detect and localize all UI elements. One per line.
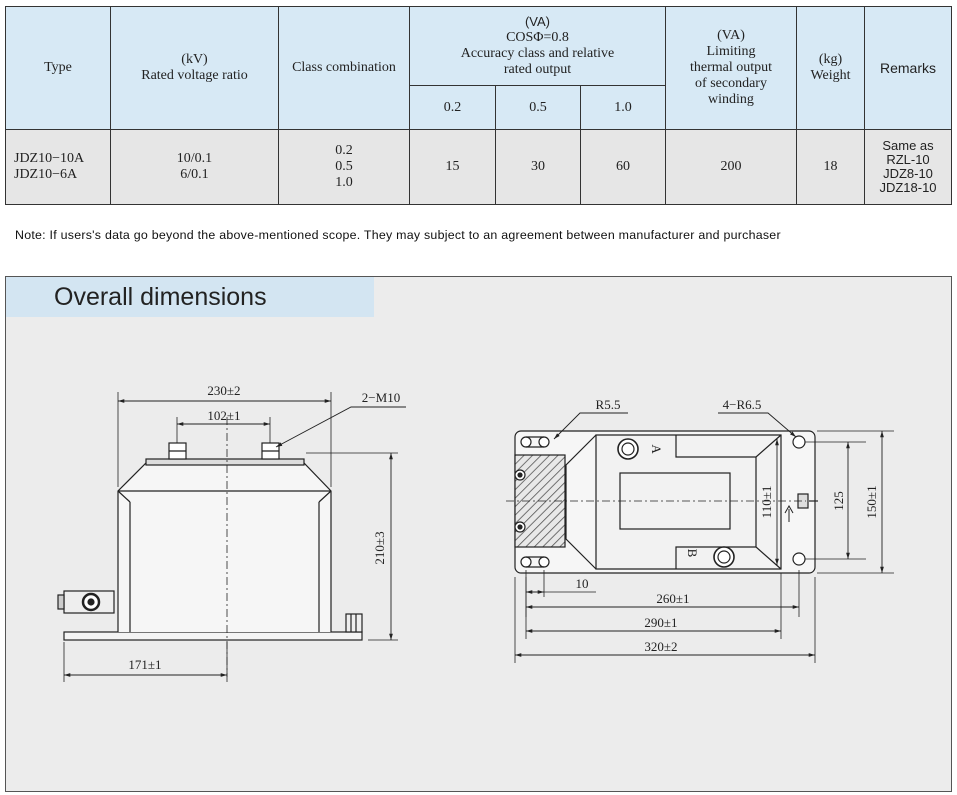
cell-thermal-output: 200 [666,130,797,205]
top-view [506,413,894,663]
top-plate [146,459,304,465]
dimensions-title: Overall dimensions [6,277,374,317]
type-jdz10-10a: JDZ10−10A [14,151,85,166]
dimension-drawing [6,277,951,791]
header-class-10: 1.0 [581,86,666,130]
remarks-line2: RZL-10 [886,152,930,167]
cell-class-combination [279,130,410,205]
cell-weight: 18 [797,130,865,205]
dim-edge: 10 [575,576,589,591]
header-class-02: 0.2 [410,86,496,130]
type-jdz10-6a: JDZ10−6A [14,167,78,182]
class-10: 1.0 [335,175,353,190]
header-accuracy-line1: Accuracy class and relative [460,46,615,61]
earth-terminal-icon [346,614,362,632]
header-class-combination: Class combination [279,7,410,130]
remarks-line4: JDZ18-10 [879,180,937,195]
header-remarks: Remarks [865,7,952,130]
dimensions-panel [5,276,952,792]
cell-output-05: 30 [496,130,581,205]
note-text: Note: If users's data go beyond the above-mentioned scope. They may subject to an agreement between manufacturer and purchaser [15,228,781,242]
dim-inner-height: 110±1 [759,485,774,519]
dim-slot-width: 290±1 [644,615,678,630]
dim-hole-spacing-v: 125 [831,491,846,511]
header-weight-label: Weight [810,68,851,83]
header-type: Type [6,7,111,130]
remarks-line1: Same as [882,138,934,153]
header-thermal-line3: of secondary [695,76,767,91]
terminal-b-icon [714,547,734,567]
dim-front-offset: 171±1 [128,657,162,672]
header-accuracy-unit: (VA) [524,14,551,29]
front-view [58,392,406,682]
header-accuracy-cos: COSΦ=0.8 [506,30,569,45]
cell-ratios [111,130,279,205]
dim-bolt-spacing: 102±1 [207,408,241,423]
header-thermal-line2: thermal output [689,60,773,75]
spec-table [5,6,952,205]
dim-front-width: 230±2 [207,383,241,398]
dim-front-height: 210±3 [372,531,387,565]
header-thermal-line1: Limiting [706,44,756,59]
cell-types [6,130,111,205]
header-voltage-label: Rated voltage ratio [141,68,248,83]
header-accuracy [410,7,666,86]
header-weight-unit: (kg) [818,52,843,67]
terminal-b-label: B [685,548,700,558]
terminal-a-label: A [649,444,664,454]
remarks-line3: JDZ8-10 [883,166,933,181]
class-02: 0.2 [335,143,353,158]
cell-remarks [865,130,952,205]
cell-output-02: 15 [410,130,496,205]
dim-hole-spacing-h: 260±1 [656,591,690,606]
table-row [6,130,952,205]
cell-output-10: 60 [581,130,666,205]
dim-overall-width: 320±2 [644,639,678,654]
header-thermal [666,7,797,130]
header-voltage-unit: (kV) [181,52,208,67]
class-05: 0.5 [335,159,353,174]
ratio-10: 10/0.1 [176,151,213,166]
transformer-body [118,463,331,632]
header-voltage [111,7,279,130]
dim-holes: 4−R6.5 [722,397,762,412]
ratio-6: 6/0.1 [180,167,209,182]
header-thermal-unit: (VA) [717,28,745,43]
terminal-a-icon [618,439,638,459]
header-class-05: 0.5 [496,86,581,130]
base-plate [64,632,362,640]
header-weight [797,7,865,130]
dim-corner-radius: R5.5 [595,397,621,412]
bolt-label: 2−M10 [361,390,401,405]
header-thermal-line4: winding [708,92,754,107]
header-accuracy-line2: rated output [503,62,572,77]
dim-outer-height: 150±1 [864,485,879,519]
